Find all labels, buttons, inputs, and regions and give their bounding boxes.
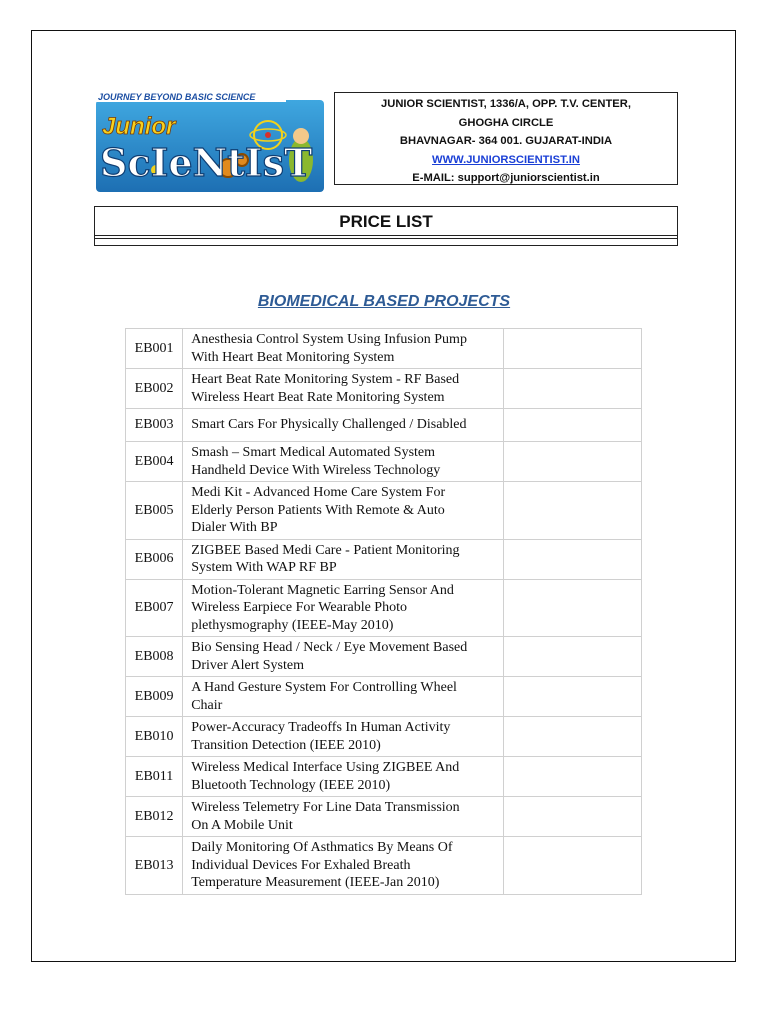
projects-table (125, 328, 642, 895)
project-code: EB002 (126, 369, 183, 409)
table-row (126, 369, 642, 409)
project-price (504, 837, 642, 895)
project-price (504, 482, 642, 540)
project-price (504, 757, 642, 797)
project-description-line: Dialer With BP (191, 520, 278, 535)
page-title: PRICE LIST (339, 212, 433, 231)
project-code: EB007 (126, 579, 183, 637)
address-line-1: JUNIOR SCIENTIST, 1336/A, OPP. T.V. CENTER, (381, 98, 631, 110)
project-description (183, 369, 504, 409)
project-description (183, 539, 504, 579)
project-code: EB008 (126, 637, 183, 677)
project-description-line: System With WAP RF BP (191, 560, 337, 575)
project-price (504, 442, 642, 482)
project-code: EB010 (126, 717, 183, 757)
logo-brand-scientist: ScIeNtIsT (100, 140, 313, 185)
project-description (183, 757, 504, 797)
logo-brand-junior: Junior (102, 113, 176, 140)
title-rule (95, 235, 677, 236)
section-heading: BIOMEDICAL BASED PROJECTS (257, 293, 511, 310)
title-rule (95, 238, 677, 239)
project-code: EB009 (126, 677, 183, 717)
project-description (183, 482, 504, 540)
project-description (183, 797, 504, 837)
project-code: EB003 (126, 409, 183, 442)
table-row (126, 797, 642, 837)
price-list-title-box (94, 206, 678, 246)
project-description-line: Wireless Earpiece For Wearable Photo (191, 600, 407, 615)
website-link[interactable]: WWW.JUNIORSCIENTIST.IN (432, 153, 580, 166)
project-code: EB011 (126, 757, 183, 797)
project-description-line: Medi Kit - Advanced Home Care System For (191, 485, 446, 500)
project-description-line: plethysmography (IEEE-May 2010) (191, 617, 394, 633)
junior-scientist-logo (96, 90, 324, 192)
table-row (126, 539, 642, 579)
project-description-line: A Hand Gesture System For Controlling Wheel (191, 680, 457, 695)
project-code: EB001 (126, 329, 183, 369)
table-row (126, 409, 642, 442)
project-code: EB013 (126, 837, 183, 895)
project-price (504, 369, 642, 409)
email-line: E-MAIL: support@juniorscientist.in (412, 172, 600, 184)
table-row (126, 442, 642, 482)
table-row (126, 482, 642, 540)
project-code: EB004 (126, 442, 183, 482)
project-description-line: ZIGBEE Based Medi Care - Patient Monitoring (191, 542, 460, 558)
table-row (126, 329, 642, 369)
table-row (126, 757, 642, 797)
project-description-line: Wireless Medical Interface Using ZIGBEE And (191, 760, 460, 775)
project-description-line: Handheld Device With Wireless Technology (191, 462, 441, 478)
project-description-line: Wireless Telemetry For Line Data Transmission (191, 800, 460, 815)
project-code: EB006 (126, 539, 183, 579)
project-price (504, 717, 642, 757)
project-description-line: Power-Accuracy Tradeoffs In Human Activity (191, 720, 451, 735)
project-price (504, 579, 642, 637)
project-price (504, 329, 642, 369)
project-description-line: Transition Detection (IEEE 2010) (191, 737, 381, 753)
logo-tagline: JOURNEY BEYOND BASIC SCIENCE (98, 92, 256, 102)
table-row (126, 837, 642, 895)
project-description (183, 837, 504, 895)
contact-address-box (334, 92, 678, 185)
project-description-line: Smash – Smart Medical Automated System (191, 445, 436, 460)
project-description-line: Heart Beat Rate Monitoring System - RF Based (191, 372, 460, 387)
project-code: EB005 (126, 482, 183, 540)
project-description (183, 637, 504, 677)
project-price (504, 409, 642, 442)
project-description-line: Daily Monitoring Of Asthmatics By Means Of (191, 840, 453, 855)
project-description-line: Chair (191, 697, 223, 713)
project-description-line: Smart Cars For Physically Challenged / Disabled (191, 417, 467, 433)
project-description-line: On A Mobile Unit (191, 817, 293, 833)
project-code: EB012 (126, 797, 183, 837)
project-price (504, 539, 642, 579)
project-description-line: With Heart Beat Monitoring System (191, 349, 395, 365)
project-price (504, 677, 642, 717)
table-row (126, 677, 642, 717)
project-description-line: Anesthesia Control System Using Infusion Pump (191, 332, 467, 347)
project-description (183, 329, 504, 369)
project-description-line: Bio Sensing Head / Neck / Eye Movement Based (191, 640, 468, 655)
project-description-line: Temperature Measurement (IEEE-Jan 2010) (191, 875, 440, 890)
project-price (504, 637, 642, 677)
project-description (183, 579, 504, 637)
project-description (183, 677, 504, 717)
table-row (126, 717, 642, 757)
address-line-2: GHOGHA CIRCLE (458, 116, 554, 129)
project-description-line: Driver Alert System (191, 657, 304, 673)
project-description (183, 717, 504, 757)
project-description-line: Elderly Person Patients With Remote & Auto (191, 502, 445, 518)
table-row (126, 637, 642, 677)
project-description-line: Individual Devices For Exhaled Breath (191, 857, 411, 873)
project-description-line: Wireless Heart Beat Rate Monitoring System (191, 389, 445, 405)
project-description-line: Motion-Tolerant Magnetic Earring Sensor And (191, 582, 454, 598)
project-price (504, 797, 642, 837)
table-row (126, 579, 642, 637)
project-description-line: Bluetooth Technology (IEEE 2010) (191, 777, 391, 793)
project-description (183, 409, 504, 442)
address-line-3: BHAVNAGAR- 364 001. GUJARAT-INDIA (399, 135, 613, 147)
projects-table-body (126, 329, 642, 895)
project-description (183, 442, 504, 482)
